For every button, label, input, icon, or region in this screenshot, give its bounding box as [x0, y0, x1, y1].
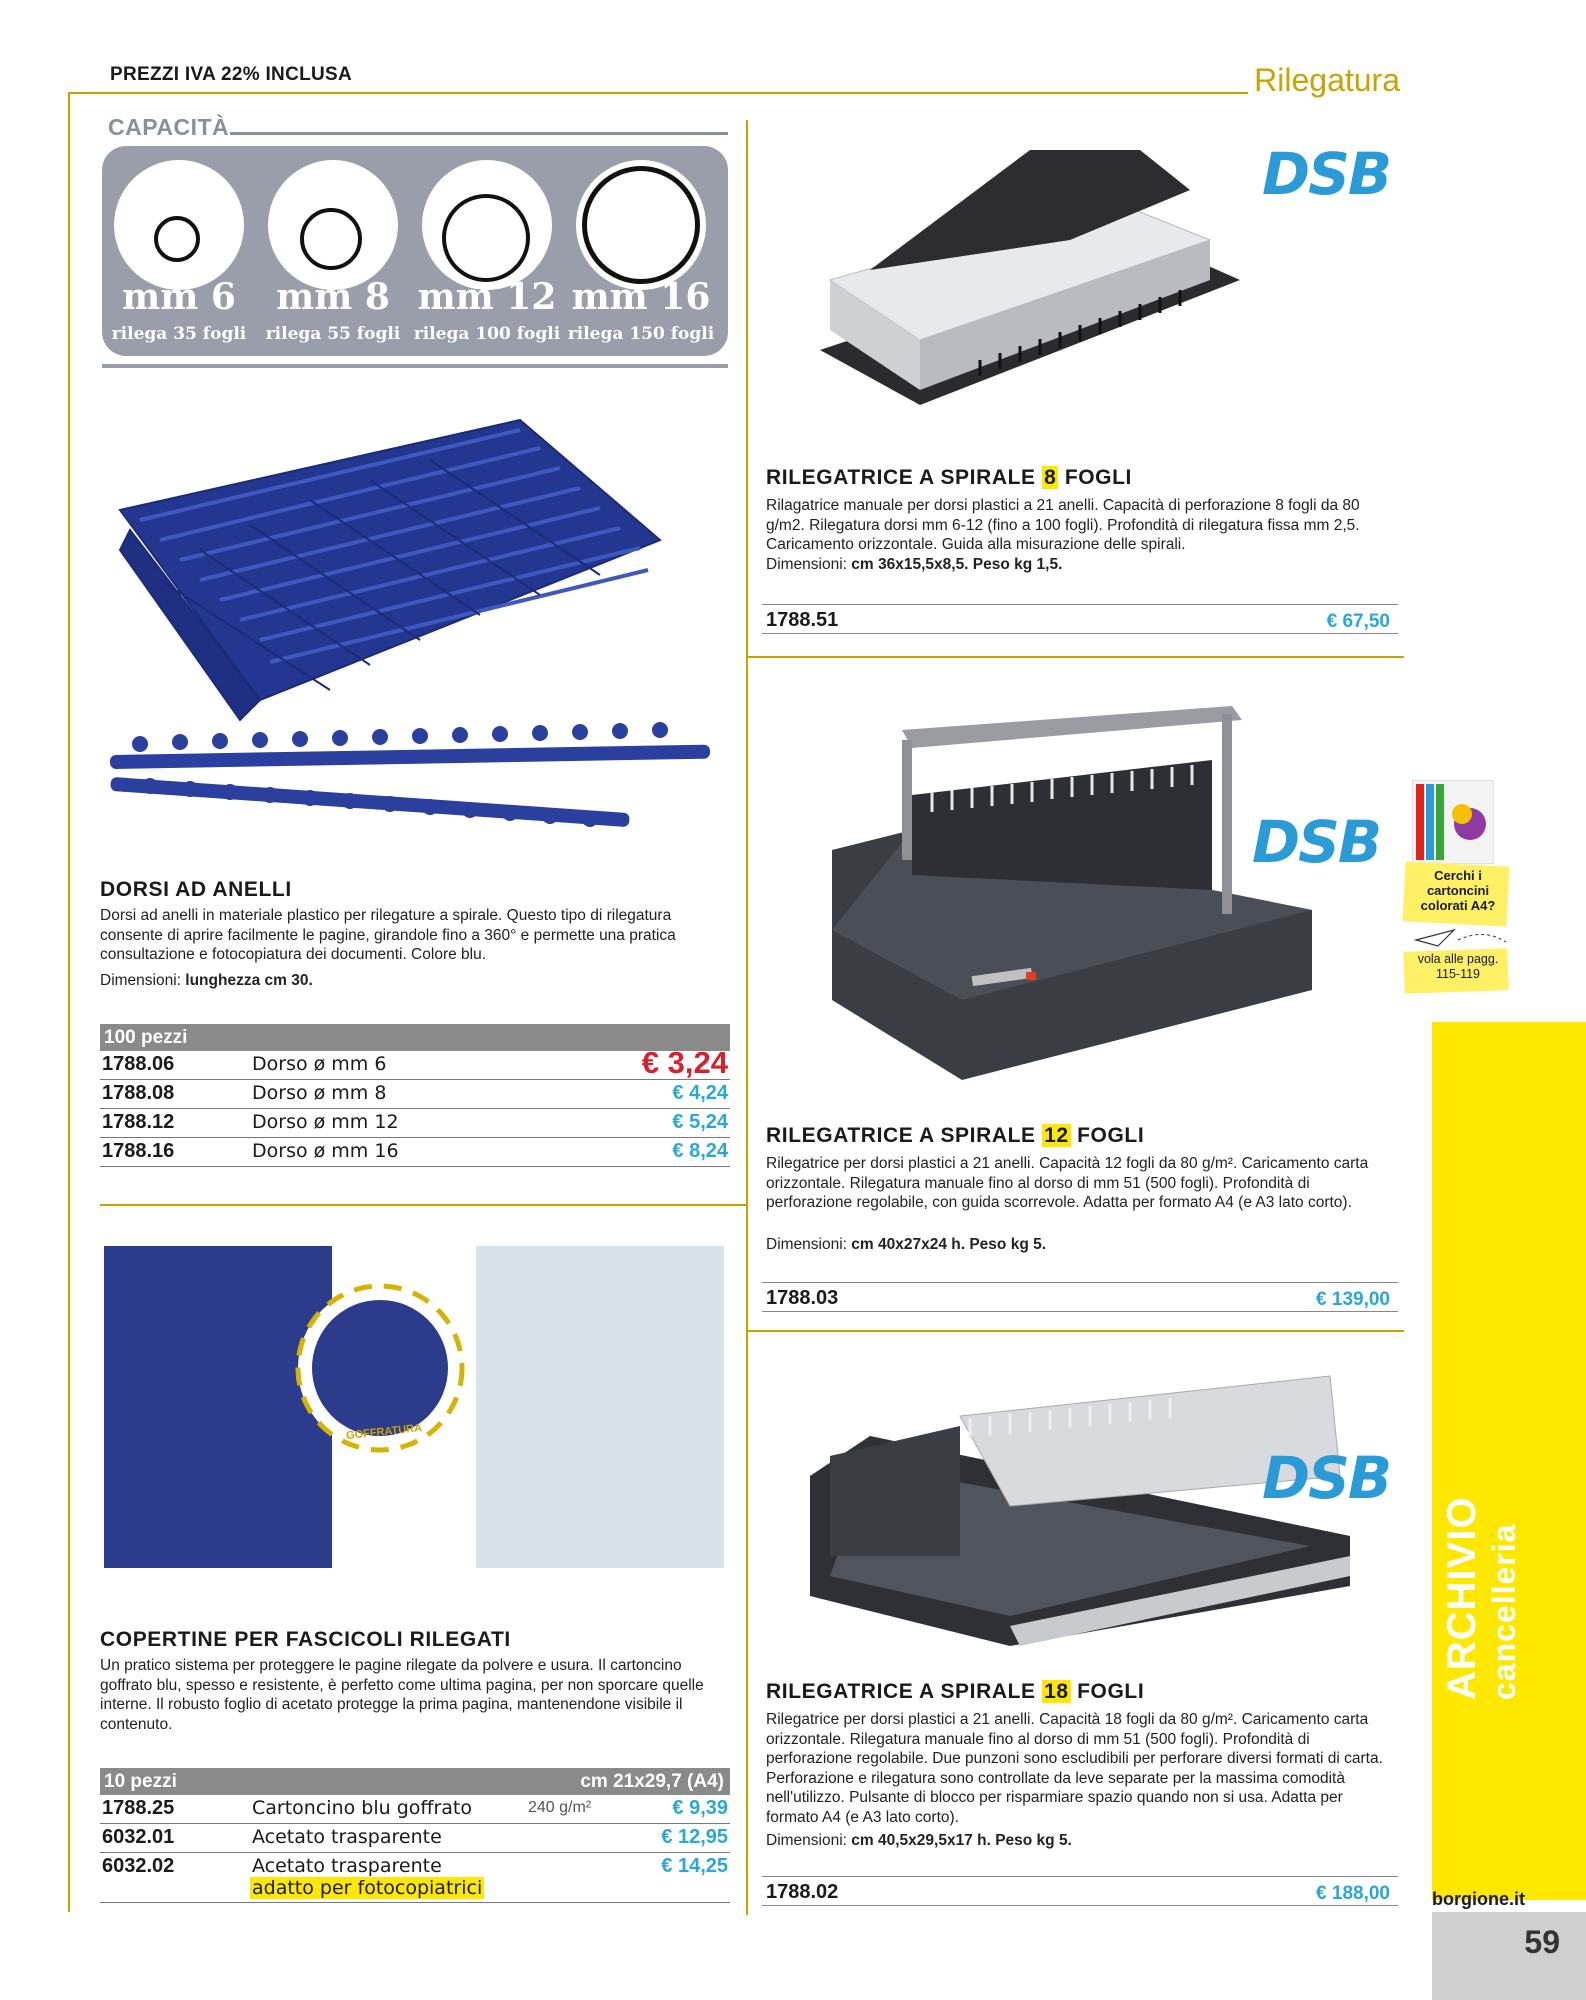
title-sheets: 8 — [1044, 466, 1057, 489]
product-desc: Dorso ø mm 12 — [252, 1111, 399, 1133]
section-separator — [100, 1204, 746, 1206]
capacity-sheets: rilega 55 fogli — [265, 324, 401, 344]
product-price: € 188,00 — [1316, 1883, 1390, 1904]
product-price: € 4,24 — [672, 1082, 728, 1104]
capacity-item-12 — [410, 146, 564, 356]
title-text: RILEGATRICE A SPIRALE — [766, 1124, 1043, 1147]
title-sheets: 18 — [1044, 1680, 1069, 1703]
product-code: 6032.01 — [102, 1826, 175, 1848]
binder-8-title — [766, 466, 1132, 490]
capacity-title-rule — [230, 132, 728, 135]
binder-8-description: Rilagatrice manuale per dorsi plastici a 21 anelli. Capacità di perforazione 8 fogli da 80 g/m2. Rilegatura dorsi mm 6-12 (fino a 100 fogli). Profondità di rilegatura fissa mm 2,5. Caricamento orizzontale. Guida alla misurazione delle spirali. — [766, 497, 1360, 553]
product-code: 1788.12 — [102, 1111, 175, 1133]
capacity-disc — [576, 160, 706, 290]
page-number: 59 — [1524, 1924, 1560, 1960]
ring-icon — [300, 208, 362, 270]
acetate-cover-image — [476, 1246, 724, 1568]
capacity-size: mm 16 — [571, 276, 711, 318]
capacity-sheets: rilega 150 fogli — [567, 324, 715, 344]
capacity-bottom-rule — [102, 364, 728, 368]
dimensions-label: Dimensioni: — [766, 556, 852, 573]
table-row — [100, 1045, 730, 1080]
product-desc: Dorso ø mm 16 — [252, 1140, 399, 1162]
title-text: FOGLI — [1070, 1680, 1145, 1703]
spines-table — [100, 1024, 730, 1167]
cross-reference-note[interactable] — [1404, 856, 1516, 1006]
covers-table — [100, 1768, 730, 1903]
note-question: Cerchi i cartoncini colorati A4? — [1420, 868, 1496, 913]
dimensions-label: Dimensioni: — [100, 972, 186, 989]
product-code: 1788.02 — [766, 1881, 839, 1903]
plastic-spines-image — [100, 400, 720, 870]
table-row — [100, 1138, 730, 1167]
binder-12-description: Rilegatrice per dorsi plastici a 21 anelli. Capacità 12 fogli da 80 g/m². Caricamento carta orizzontale. Rilegatura manuale fino al dorso di mm 51 (500 fogli). Profondità di perforazione regolabile, con guida scorrevole. Adatta per formato A4 (e A3 lato corto). — [766, 1155, 1369, 1211]
product-price: € 9,39 — [672, 1797, 728, 1819]
dimensions-label: Dimensioni: — [766, 1832, 852, 1849]
capacity-sheets: rilega 100 fogli — [413, 324, 561, 344]
ring-icon — [442, 194, 530, 282]
product-code: 1788.08 — [102, 1082, 175, 1104]
title-text: FOGLI — [1058, 466, 1132, 489]
binder-18-dimensions — [766, 1832, 1072, 1850]
capacity-item-16 — [564, 146, 718, 356]
binder-8-image — [810, 130, 1250, 420]
covers-pack: 10 pezzi — [104, 1771, 177, 1792]
dsb-logo: DSB — [1252, 808, 1381, 876]
product-code: 6032.02 — [102, 1855, 175, 1877]
table-row — [100, 1853, 730, 1903]
covers-format: cm 21x29,7 (A4) — [580, 1771, 724, 1792]
binder-8-price-row — [762, 604, 1398, 634]
binder-12-dimensions — [766, 1236, 1046, 1254]
product-price: € 8,24 — [672, 1140, 728, 1162]
capacity-size: mm 8 — [276, 276, 390, 318]
product-desc: Dorso ø mm 8 — [252, 1082, 387, 1104]
capacity-sheets: rilega 35 fogli — [111, 324, 247, 344]
covers-description: Un pratico sistema per proteggere le pagine rilegate da polvere e usura. Il cartoncino goffrato blu, spesso e resistente, è perfetto come ultima pagina, per non sporcare quelle interne. Il robusto foglio di acetato protegge la prima pagina, mantenendone visibile il contenuto. — [100, 1657, 704, 1733]
product-desc: Acetato trasparente — [252, 1855, 442, 1877]
section-separator — [748, 1330, 1404, 1332]
cardstock-book-icon — [1412, 780, 1494, 864]
product-code: 1788.06 — [102, 1053, 175, 1075]
dsb-logo: DSB — [1262, 1444, 1391, 1512]
product-code: 1788.03 — [766, 1287, 839, 1309]
product-desc: Dorso ø mm 6 — [252, 1053, 387, 1075]
dimensions-value: lunghezza cm 30. — [185, 972, 313, 989]
product-note: adatto per fotocopiatrici — [252, 1877, 483, 1899]
category-tab-subtitle: cancelleria — [1486, 1523, 1522, 1700]
product-price: € 67,50 — [1326, 611, 1390, 632]
product-code: 1788.51 — [766, 609, 839, 631]
capacity-title: CAPACITÀ — [108, 114, 230, 140]
product-code: 1788.16 — [102, 1140, 175, 1162]
binder-12-title — [766, 1124, 1144, 1148]
website-link[interactable]: borgione.it — [1432, 1889, 1525, 1909]
vat-note: PREZZI IVA 22% INCLUSA — [110, 64, 353, 85]
header-rule — [68, 92, 1248, 94]
spines-dimensions — [100, 972, 313, 990]
category-tab[interactable] — [1432, 1022, 1586, 1900]
binder-18-title — [766, 1680, 1144, 1704]
dsb-logo: DSB — [1262, 140, 1391, 208]
table-row — [100, 1109, 730, 1138]
dimensions-value: cm 40x27x24 h. Peso kg 5. — [851, 1236, 1047, 1253]
dimensions-value: cm 36x15,5x8,5. Peso kg 1,5. — [851, 556, 1063, 573]
ring-icon — [582, 166, 700, 284]
binder-8-dimensions — [766, 556, 1062, 574]
column-divider — [746, 120, 748, 1915]
covers-table-header — [100, 1768, 730, 1795]
product-price: € 14,25 — [661, 1855, 728, 1877]
binder-12-price-row — [762, 1282, 1398, 1312]
capacity-size: mm 12 — [417, 276, 557, 318]
capacity-disc — [268, 160, 398, 290]
product-price: € 12,95 — [661, 1826, 728, 1848]
dimensions-value: cm 40,5x29,5x17 h. Peso kg 5. — [851, 1832, 1072, 1849]
product-code: 1788.25 — [102, 1797, 175, 1819]
table-row — [100, 1824, 730, 1853]
product-price: € 5,24 — [672, 1111, 728, 1133]
product-desc: Acetato trasparente — [252, 1826, 442, 1848]
ring-icon — [154, 216, 200, 262]
product-desc: Cartoncino blu goffrato — [252, 1797, 472, 1819]
product-weight: 240 g/m² — [528, 1799, 592, 1816]
capacity-disc — [114, 160, 244, 290]
spines-table-header: 100 pezzi — [100, 1024, 730, 1051]
section-separator — [748, 656, 1404, 658]
capacity-item-6 — [102, 146, 256, 356]
capacity-size: mm 6 — [122, 276, 236, 318]
title-text: FOGLI — [1070, 1124, 1145, 1147]
note-pages-link[interactable]: vola alle pagg. 115-119 — [1417, 952, 1499, 981]
left-rule — [68, 92, 70, 1912]
covers-title: COPERTINE PER FASCICOLI RILEGATI — [100, 1628, 511, 1651]
dimensions-label: Dimensioni: — [766, 1236, 852, 1253]
table-row — [100, 1080, 730, 1109]
capacity-disc — [422, 160, 552, 290]
table-row — [100, 1795, 730, 1824]
emboss-label: GOFFRATURA — [345, 1422, 423, 1442]
binder-12-image — [812, 700, 1312, 1100]
title-text: RILEGATRICE A SPIRALE — [766, 466, 1043, 489]
title-sheets: 12 — [1044, 1124, 1069, 1147]
capacity-item-8 — [256, 146, 410, 356]
category-tab-title: ARCHIVIO — [1440, 1496, 1484, 1700]
product-price: € 3,24 — [641, 1045, 728, 1080]
binder-18-price-row — [762, 1876, 1398, 1906]
title-text: RILEGATRICE A SPIRALE — [766, 1680, 1043, 1703]
binder-18-description: Rilegatrice per dorsi plastici a 21 anelli. Capacità 18 fogli da 80 g/m². Caricamento carta orizzontale. Rilegatura manuale fino al dorso di mm 51 (500 fogli). Profondità di perforazione regolabile. Due punzoni sono escludibili per perforare diversi formati di carta. Perforazione e rilegatura sono controllate da leve separate per la massima comodità nell'utilizzo. Pulsante di blocco per risparmiare spazio quando non si usa. Adatta per formato A4 (e A3 lato corto). — [766, 1711, 1383, 1826]
spines-title: DORSI AD ANELLI — [100, 878, 292, 901]
spines-description: Dorsi ad anelli in materiale plastico per rilegature a spirale. Questo tipo di rilegatura consente di aprire facilmente le pagine, girandole fino a 360° e permette una pratica consultazione e fotocopiatura dei documenti. Colore blu. — [100, 907, 676, 963]
section-title: Rilegatura — [1254, 62, 1400, 98]
capacity-panel — [102, 146, 728, 356]
product-price: € 139,00 — [1316, 1289, 1390, 1310]
